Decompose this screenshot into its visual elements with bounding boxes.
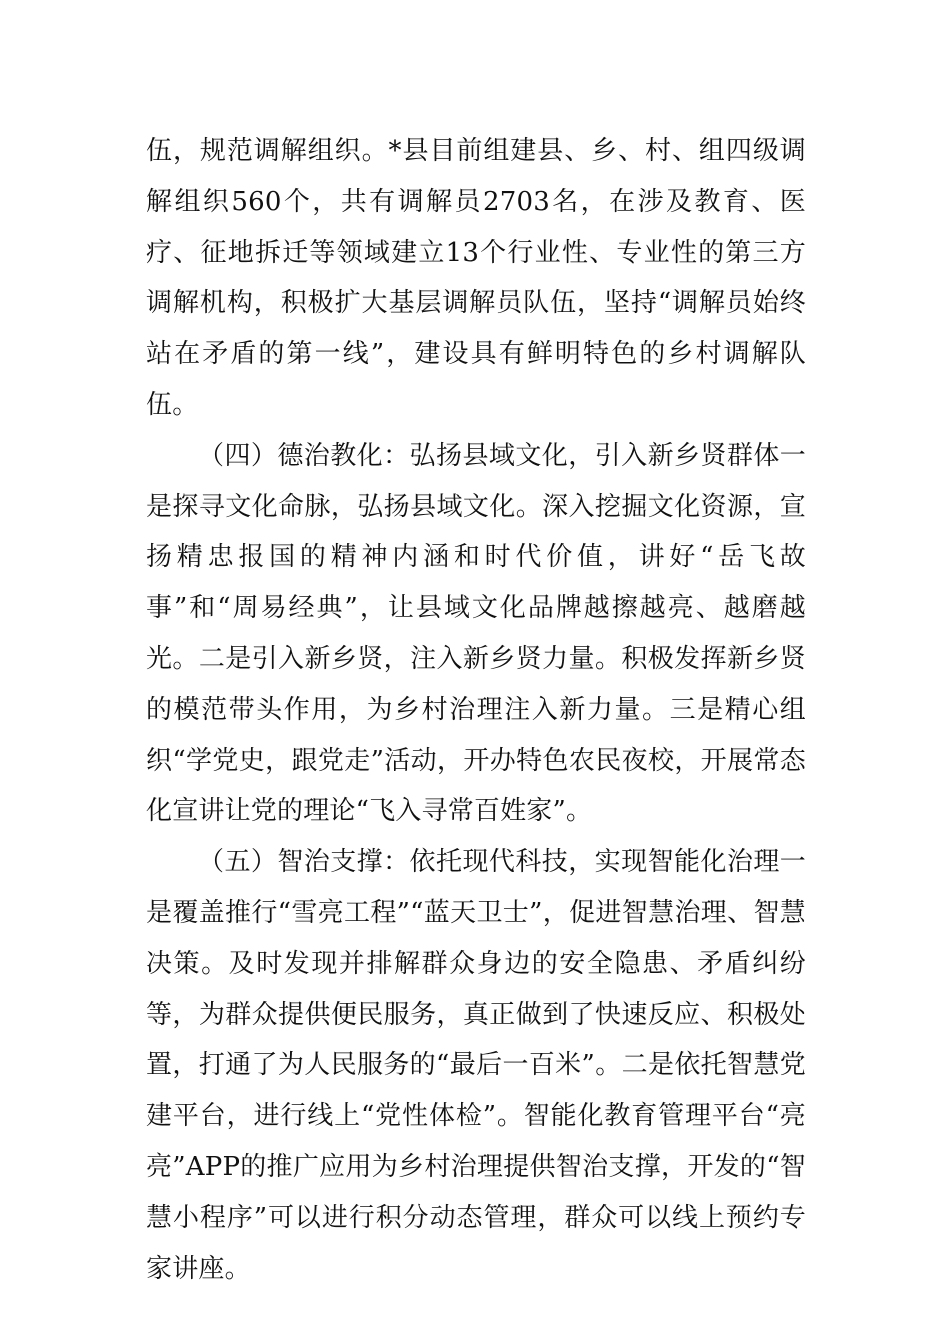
paragraph-mediation-organizations: 伍，规范调解组织。*县目前组建县、乡、村、组四级调解组织560个，共有调解员2703名，在涉及教育、医疗、征地拆迁等领域建立13个行业性、专业性的第三方调解机构，积极扩大基层调解员队伍，坚持“调解员始终站在矛盾的第一线”，建设具有鲜明特色的乡村调解队伍。 xyxy=(146,136,806,420)
paragraph-smart-governance: （五）智治支撑：依托现代科技，实现智能化治理一是覆盖推行“雪亮工程”“蓝天卫士”，促进智慧治理、智慧决策。及时发现并排解群众身边的安全隐患、矛盾纠纷等，为群众提供便民服务，真正做到了快速反应、积极处置，打通了为人民服务的“最后一百米”。二是依托智慧党建平台，进行线上“党性体检”。智能化教育管理平台“亮亮”APP的推广应用为乡村治理提供智治支撑，开发的“智慧小程序”可以进行积分动态管理，群众可以线上预约专家讲座。 xyxy=(146,847,806,1284)
paragraph-moral-education: （四）德治教化：弘扬县域文化，引入新乡贤群体一是探寻文化命脉，弘扬县域文化。深入挖掘文化资源，宣扬精忠报国的精神内涵和时代价值，讲好“岳飞故事”和“周易经典”，让县域文化品牌越擦越亮、越磨越光。二是引入新乡贤，注入新乡贤力量。积极发挥新乡贤的模范带头作用，为乡村治理注入新力量。三是精心组织“学党史，跟党走”活动，开办特色农民夜校，开展常态化宣讲让党的理论“飞入寻常百姓家”。 xyxy=(146,440,806,827)
document-body xyxy=(146,126,806,1294)
